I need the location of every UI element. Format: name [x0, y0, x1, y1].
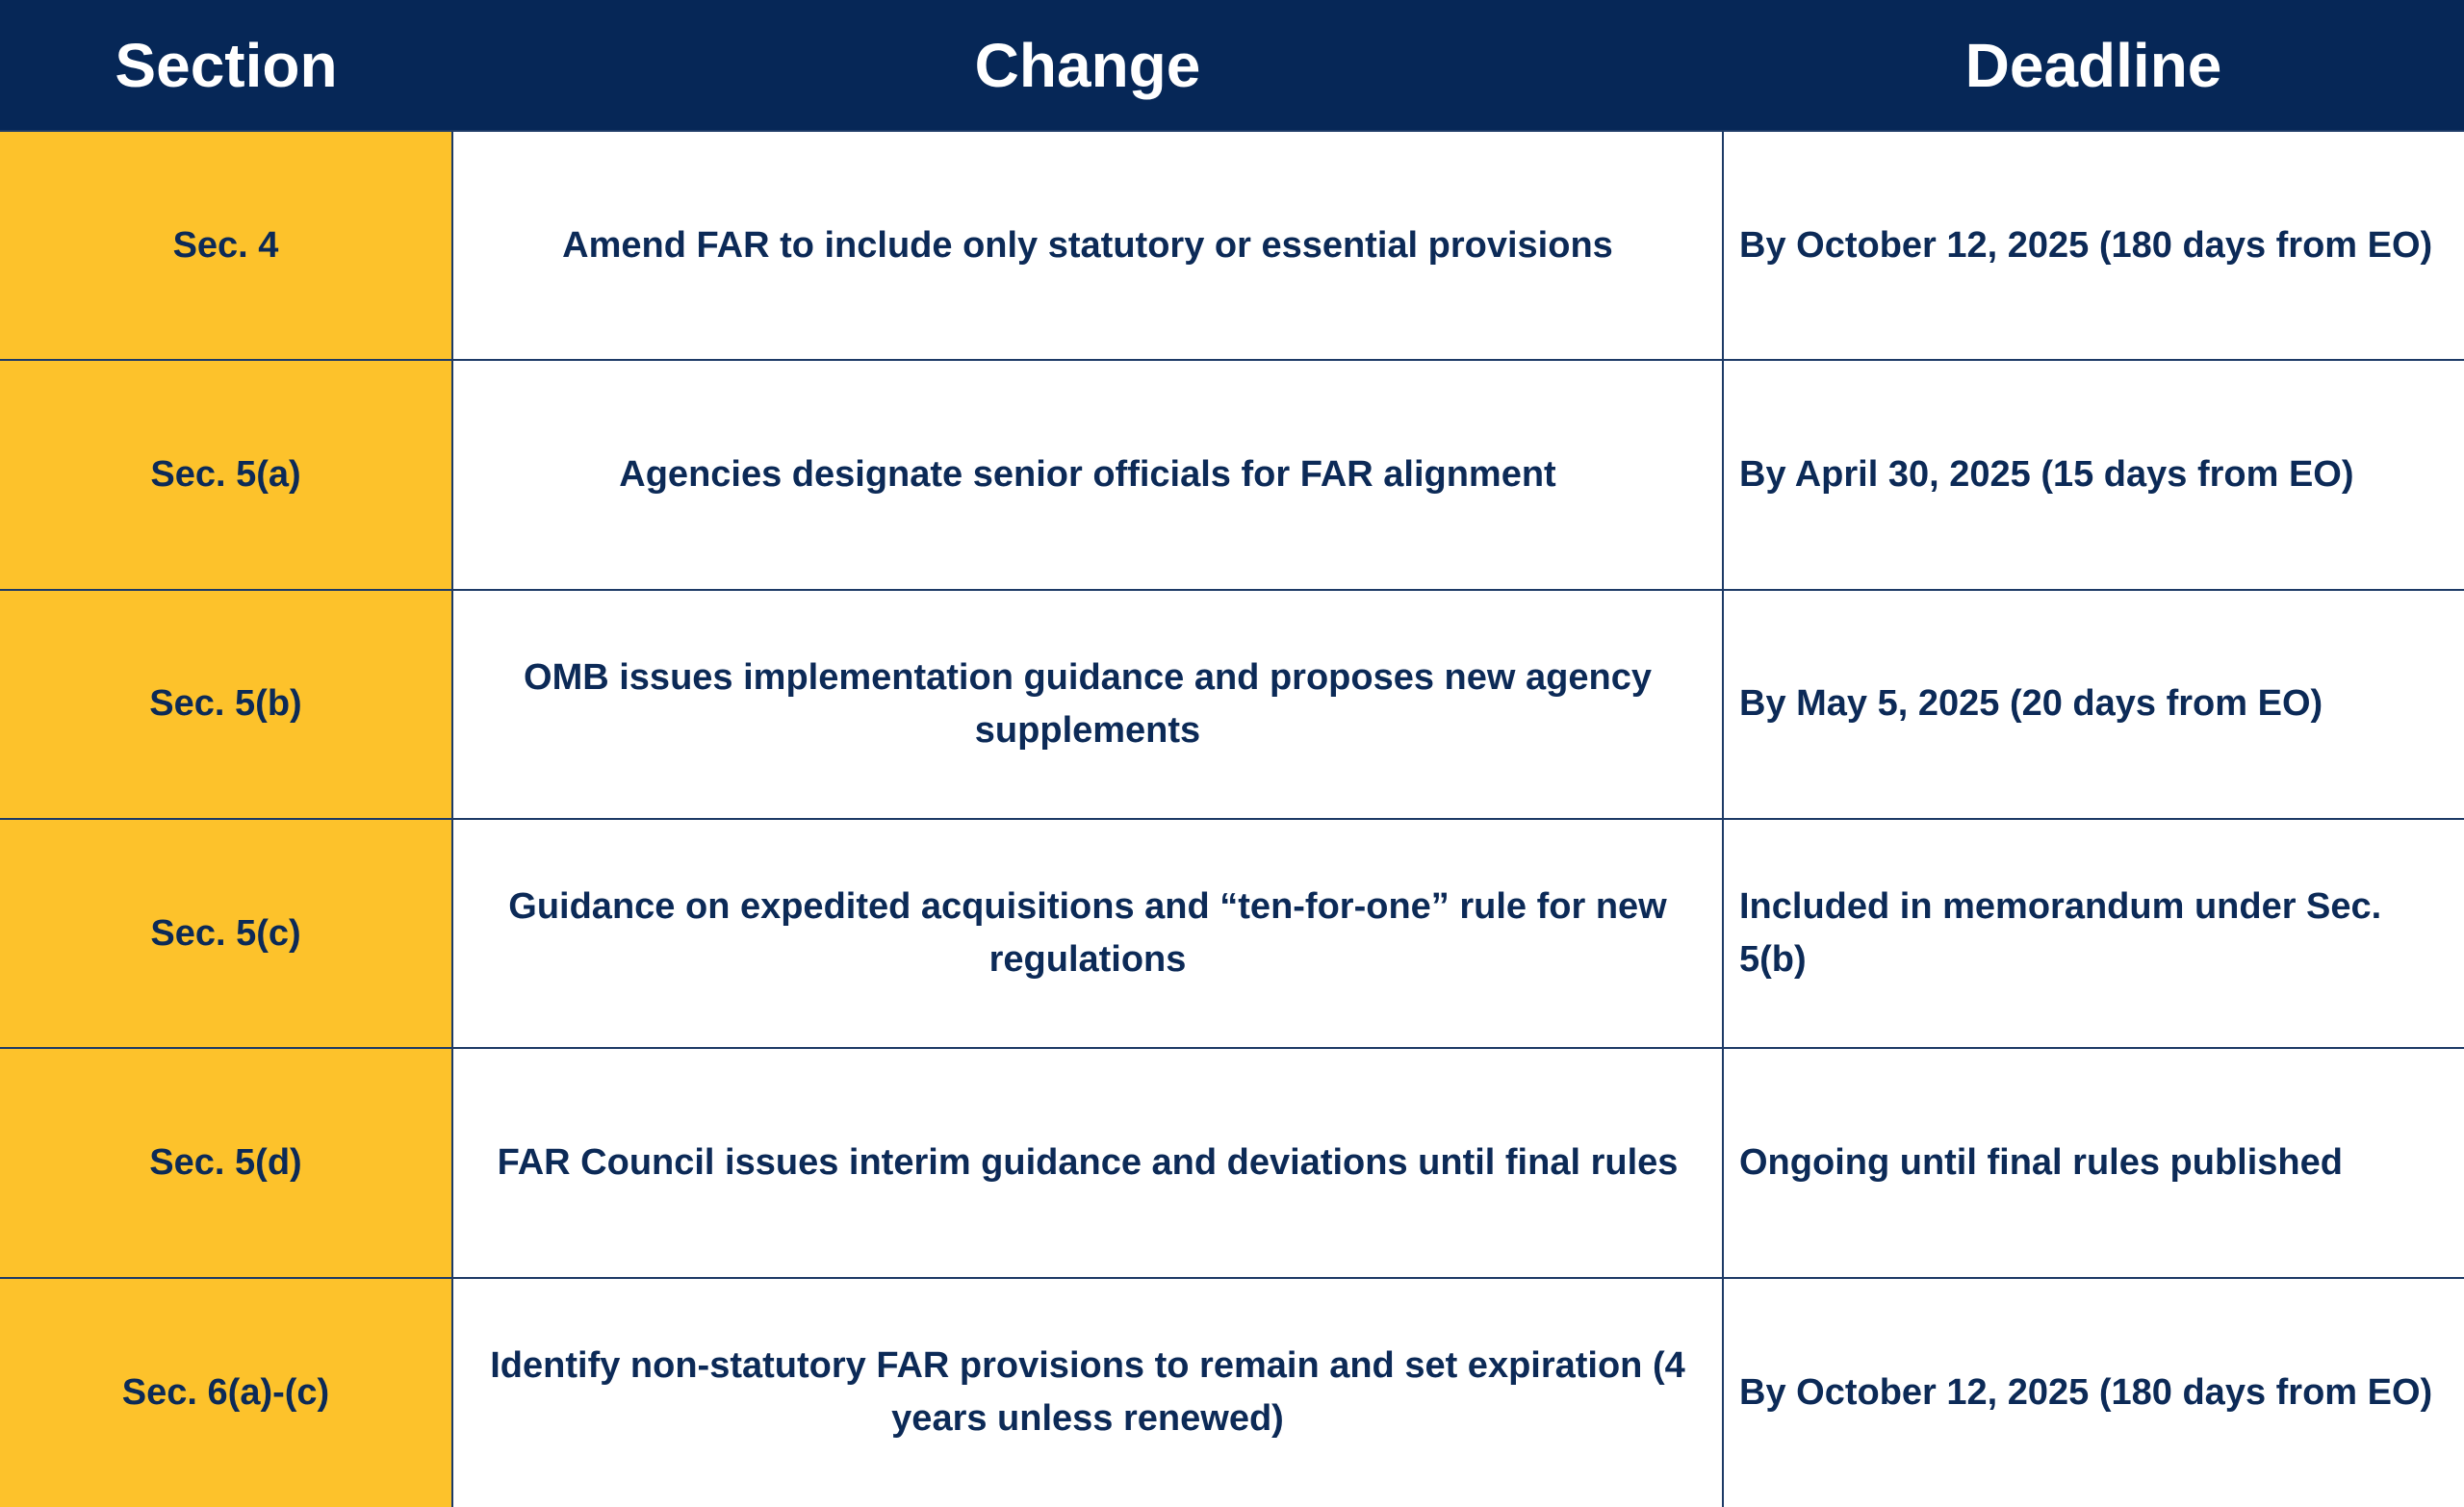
header-deadline: Deadline	[1723, 0, 2464, 131]
cell-deadline: By May 5, 2025 (20 days from EO)	[1723, 590, 2464, 819]
cell-section: Sec. 4	[0, 131, 452, 360]
cell-change: FAR Council issues interim guidance and deviations until final rules	[452, 1048, 1723, 1277]
cell-deadline: By April 30, 2025 (15 days from EO)	[1723, 360, 2464, 589]
table-row	[0, 590, 2464, 819]
cell-change: Amend FAR to include only statutory or essential provisions	[452, 131, 1723, 360]
cell-section: Sec. 5(b)	[0, 590, 452, 819]
cell-change: Guidance on expedited acquisitions and “ten-for-one” rule for new regulations	[452, 819, 1723, 1048]
header-change: Change	[452, 0, 1723, 131]
cell-change: OMB issues implementation guidance and proposes new agency supplements	[452, 590, 1723, 819]
cell-section: Sec. 5(a)	[0, 360, 452, 589]
table-header	[0, 0, 2464, 131]
table-row	[0, 1048, 2464, 1277]
table-row	[0, 819, 2464, 1048]
table-body	[0, 131, 2464, 1507]
cell-deadline: By October 12, 2025 (180 days from EO)	[1723, 131, 2464, 360]
cell-deadline: Included in memorandum under Sec. 5(b)	[1723, 819, 2464, 1048]
header-section: Section	[0, 0, 452, 131]
cell-change: Agencies designate senior officials for FAR alignment	[452, 360, 1723, 589]
cell-deadline: Ongoing until final rules published	[1723, 1048, 2464, 1277]
table-row	[0, 1278, 2464, 1507]
cell-section: Sec. 6(a)-(c)	[0, 1278, 452, 1507]
cell-section: Sec. 5(d)	[0, 1048, 452, 1277]
cell-change: Identify non-statutory FAR provisions to remain and set expiration (4 years unless renewed)	[452, 1278, 1723, 1507]
header-row	[0, 0, 2464, 131]
cell-section: Sec. 5(c)	[0, 819, 452, 1048]
table-row	[0, 360, 2464, 589]
table-row	[0, 131, 2464, 360]
cell-deadline: By October 12, 2025 (180 days from EO)	[1723, 1278, 2464, 1507]
